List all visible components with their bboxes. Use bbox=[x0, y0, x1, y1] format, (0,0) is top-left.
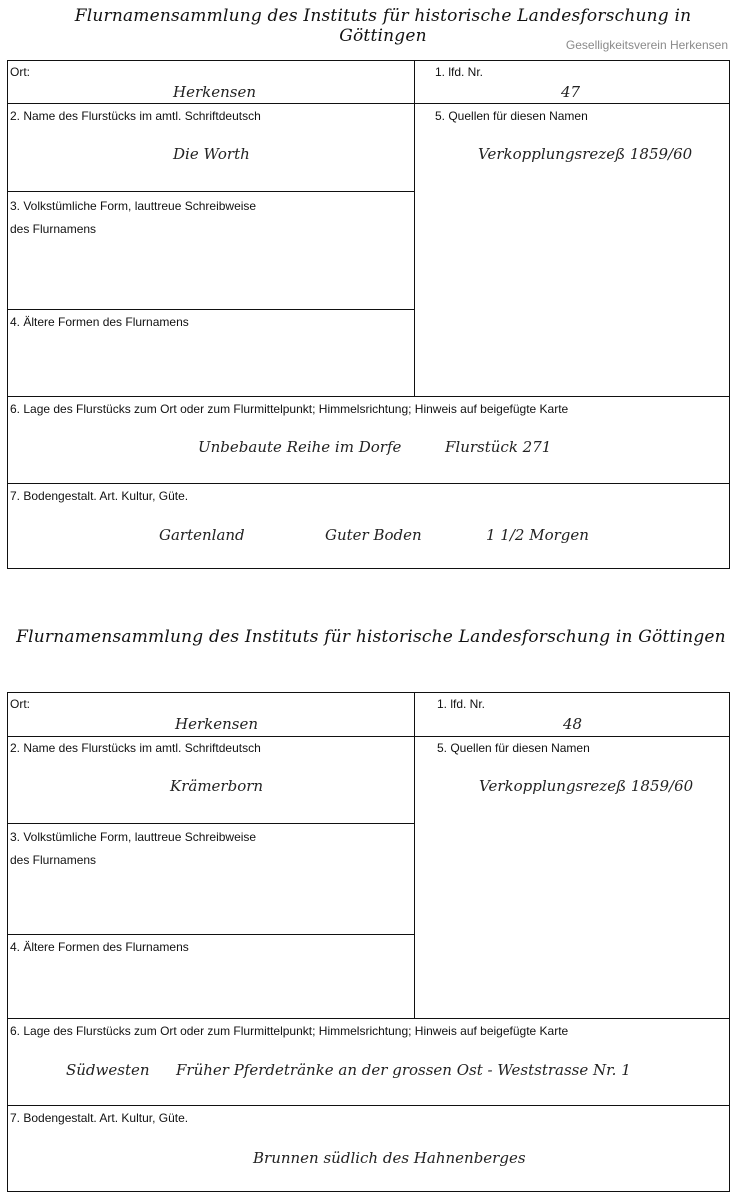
quellen-label: 5. Quellen für diesen Namen bbox=[437, 741, 590, 755]
column-divider bbox=[414, 61, 415, 397]
volks-label-cont: des Flurnamens bbox=[10, 222, 97, 236]
name-value: Krämerborn bbox=[170, 777, 264, 795]
row-divider bbox=[8, 483, 729, 484]
ort-label: Ort: bbox=[10, 697, 30, 711]
field-name-card bbox=[7, 692, 730, 1192]
volks-label: 3. Volkstümliche Form, lauttreue Schreibweise bbox=[10, 199, 257, 213]
row-divider bbox=[8, 191, 414, 192]
lage-label: 6. Lage des Flurstücks zum Ort oder zum Flurmittelpunkt; Himmelsrichtung; Hinweis auf beigefügte Karte bbox=[10, 1024, 569, 1038]
lage-value-1: Südwesten bbox=[66, 1061, 150, 1079]
row-divider bbox=[8, 934, 414, 935]
ort-value: Herkensen bbox=[175, 715, 258, 733]
name-label: 2. Name des Flurstücks im amtl. Schriftdeutsch bbox=[10, 109, 261, 123]
lfd-nr-value: 48 bbox=[563, 715, 583, 733]
volks-label: 3. Volkstümliche Form, lauttreue Schreibweise bbox=[10, 830, 257, 844]
aeltere-label: 4. Ältere Formen des Flurnamens bbox=[10, 940, 189, 954]
quellen-value: Verkopplungsrezeß 1859/60 bbox=[479, 777, 694, 795]
page-title-2: Flurnamensammlung des Instituts für historische Landesforschung in Göttingen bbox=[16, 627, 726, 647]
boden-value-2: Guter Boden bbox=[325, 526, 422, 544]
name-label: 2. Name des Flurstücks im amtl. Schriftdeutsch bbox=[10, 741, 261, 755]
lage-value-2: Früher Pferdetränke an der grossen Ost - Weststrasse Nr. 1 bbox=[176, 1061, 631, 1079]
row-divider bbox=[8, 1105, 729, 1106]
field-name-card bbox=[7, 60, 730, 569]
boden-label: 7. Bodengestalt. Art. Kultur, Güte. bbox=[10, 489, 189, 503]
boden-label: 7. Bodengestalt. Art. Kultur, Güte. bbox=[10, 1111, 189, 1125]
row-divider bbox=[8, 309, 414, 310]
lfd-nr-value: 47 bbox=[561, 83, 581, 101]
quellen-label: 5. Quellen für diesen Namen bbox=[435, 109, 588, 123]
volks-label-cont: des Flurnamens bbox=[10, 853, 97, 867]
lage-value-2: Flurstück 271 bbox=[445, 438, 552, 456]
lfd-nr-label: 1. lfd. Nr. bbox=[435, 65, 484, 79]
page-title: Flurnamensammlung des Instituts für historische Landesforschung in Göttingen bbox=[74, 6, 692, 46]
row-divider bbox=[8, 103, 414, 104]
row-divider bbox=[8, 396, 729, 397]
row-divider bbox=[8, 1018, 729, 1019]
row-divider bbox=[8, 823, 414, 824]
lage-value-1: Unbebaute Reihe im Dorfe bbox=[198, 438, 402, 456]
aeltere-label: 4. Ältere Formen des Flurnamens bbox=[10, 315, 189, 329]
boden-value-1: Gartenland bbox=[159, 526, 245, 544]
ort-value: Herkensen bbox=[173, 83, 256, 101]
quellen-value: Verkopplungsrezeß 1859/60 bbox=[478, 145, 693, 163]
column-divider bbox=[414, 693, 415, 1019]
boden-value-1: Brunnen südlich des Hahnenberges bbox=[253, 1149, 526, 1167]
lfd-nr-label: 1. lfd. Nr. bbox=[437, 697, 486, 711]
ort-label: Ort: bbox=[10, 65, 30, 79]
row-divider bbox=[414, 103, 729, 104]
association-name: Geselligkeitsverein Herkensen bbox=[565, 38, 728, 52]
lage-label: 6. Lage des Flurstücks zum Ort oder zum Flurmittelpunkt; Himmelsrichtung; Hinweis auf beigefügte Karte bbox=[10, 402, 569, 416]
boden-value-3: 1 1/2 Morgen bbox=[486, 526, 589, 544]
name-value: Die Worth bbox=[173, 145, 250, 163]
